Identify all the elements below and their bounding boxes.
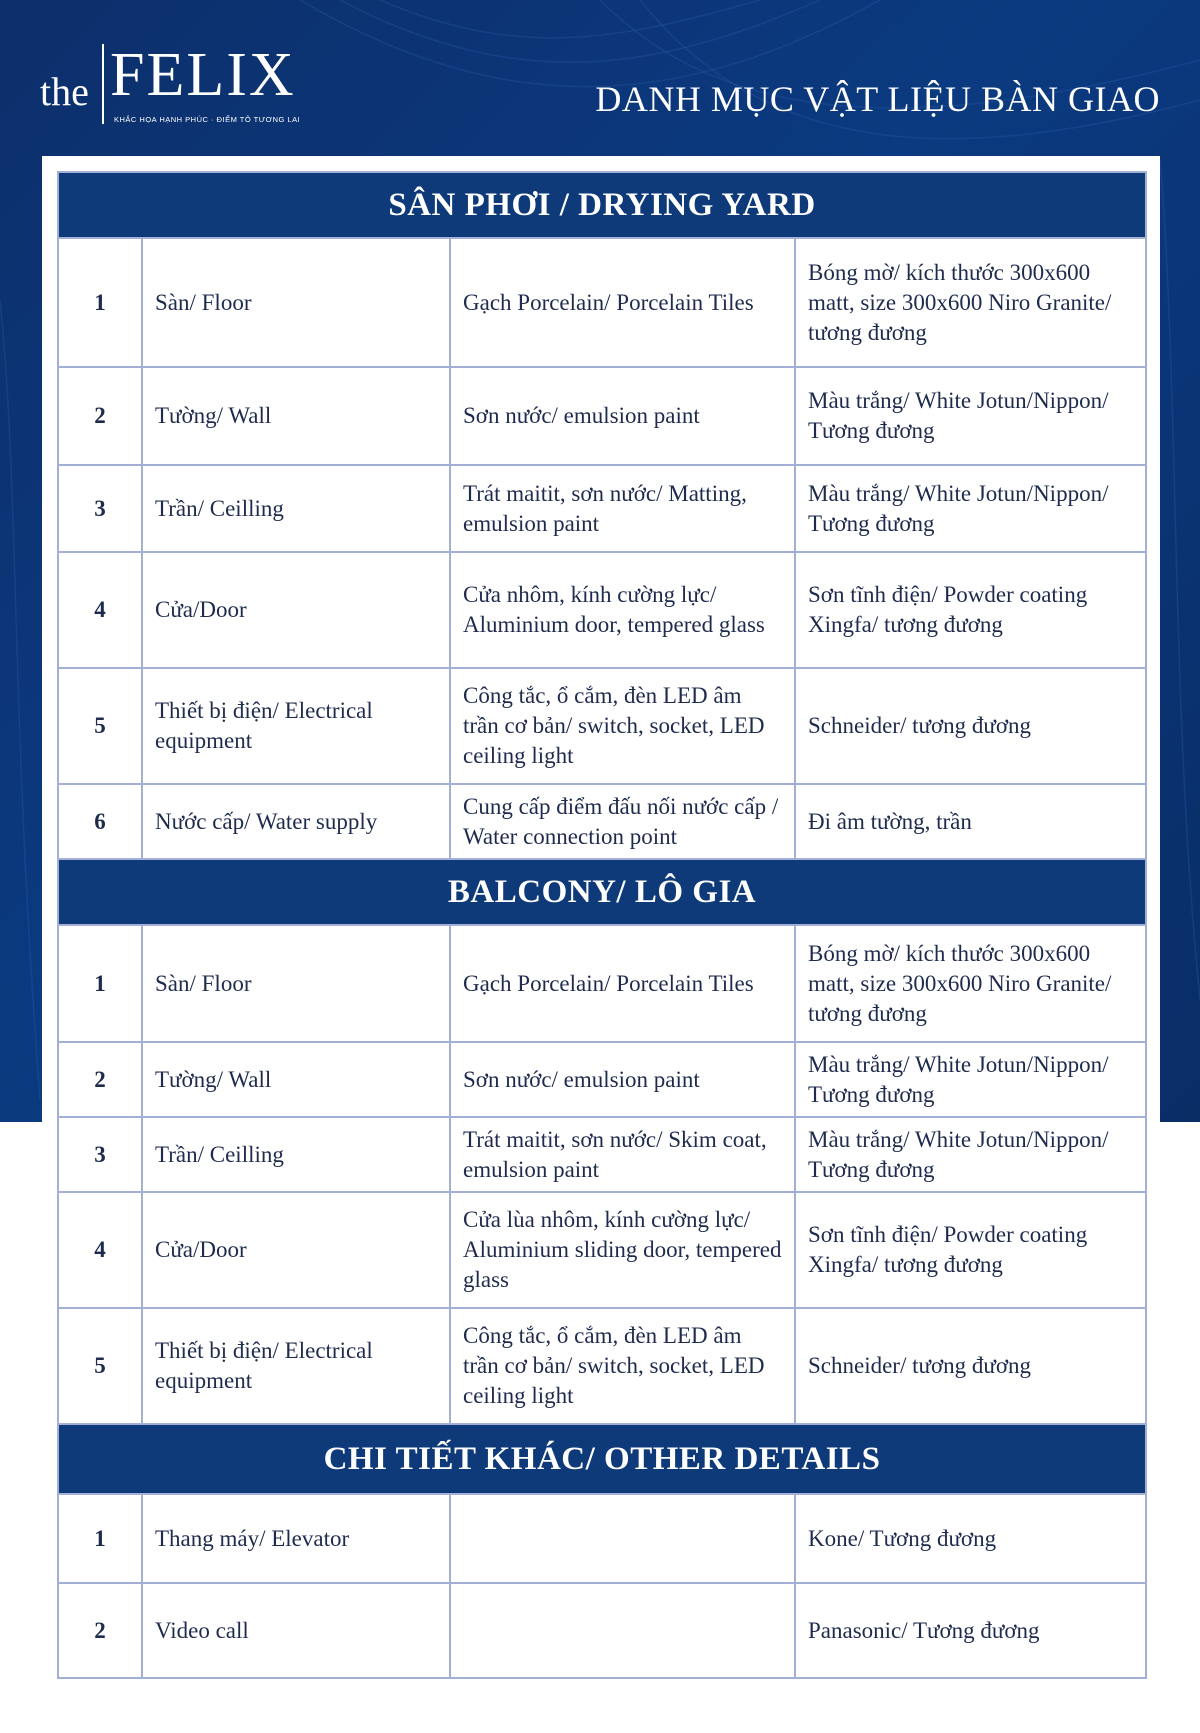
material-cell: Cửa nhôm, kính cường lực/ Aluminium door, tempered glass bbox=[450, 552, 795, 668]
spec-cell: Màu trắng/ White Jotun/Nippon/ Tương đương bbox=[795, 367, 1146, 465]
section-title: BALCONY/ LÔ GIA bbox=[58, 859, 1146, 925]
item-cell: Tường/ Wall bbox=[142, 367, 450, 465]
row-number: 1 bbox=[58, 1494, 142, 1583]
header bbox=[0, 0, 1200, 150]
row-number: 3 bbox=[58, 465, 142, 552]
logo-name: FELIX bbox=[110, 41, 296, 109]
spec-cell: Bóng mờ/ kích thước 300x600 matt, size 300x600 Niro Granite/ tương đương bbox=[795, 238, 1146, 367]
row-number: 4 bbox=[58, 552, 142, 668]
spec-cell: Màu trắng/ White Jotun/Nippon/ Tương đương bbox=[795, 465, 1146, 552]
logo-divider bbox=[102, 44, 104, 124]
brand-logo bbox=[40, 40, 330, 130]
table-row bbox=[58, 1308, 1146, 1424]
item-cell: Video call bbox=[142, 1583, 450, 1678]
item-cell: Trần/ Ceilling bbox=[142, 465, 450, 552]
table-row bbox=[58, 925, 1146, 1042]
table-row bbox=[58, 238, 1146, 367]
item-cell: Thiết bị điện/ Electrical equipment bbox=[142, 668, 450, 784]
table-row bbox=[58, 784, 1146, 859]
row-number: 4 bbox=[58, 1192, 142, 1308]
spec-cell: Màu trắng/ White Jotun/Nippon/ Tương đương bbox=[795, 1042, 1146, 1117]
spec-cell: Schneider/ tương đương bbox=[795, 668, 1146, 784]
material-cell: Trát maitit, sơn nước/ Matting, emulsion paint bbox=[450, 465, 795, 552]
row-number: 3 bbox=[58, 1117, 142, 1192]
logo-tagline: KHẮC HỌA HẠNH PHÚC · ĐIỂM TÔ TƯƠNG LAI bbox=[114, 115, 301, 124]
table-row bbox=[58, 552, 1146, 668]
row-number: 2 bbox=[58, 1042, 142, 1117]
spec-cell: Đi âm tường, trần bbox=[795, 784, 1146, 859]
table-row bbox=[58, 668, 1146, 784]
item-cell: Cửa/Door bbox=[142, 552, 450, 668]
spec-cell: Sơn tĩnh điện/ Powder coating Xingfa/ tương đương bbox=[795, 1192, 1146, 1308]
material-cell: Cửa lùa nhôm, kính cường lực/ Aluminium sliding door, tempered glass bbox=[450, 1192, 795, 1308]
spec-cell: Sơn tĩnh điện/ Powder coating Xingfa/ tương đương bbox=[795, 552, 1146, 668]
item-cell: Thang máy/ Elevator bbox=[142, 1494, 450, 1583]
spec-cell: Schneider/ tương đương bbox=[795, 1308, 1146, 1424]
material-cell: Công tắc, ổ cắm, đèn LED âm trần cơ bản/ switch, socket, LED ceiling light bbox=[450, 668, 795, 784]
section-header bbox=[58, 1424, 1146, 1494]
material-cell: Trát maitit, sơn nước/ Skim coat, emulsion paint bbox=[450, 1117, 795, 1192]
item-cell: Tường/ Wall bbox=[142, 1042, 450, 1117]
material-cell: Gạch Porcelain/ Porcelain Tiles bbox=[450, 238, 795, 367]
materials-table bbox=[57, 171, 1147, 1679]
item-cell: Nước cấp/ Water supply bbox=[142, 784, 450, 859]
row-number: 2 bbox=[58, 1583, 142, 1678]
material-cell: Công tắc, ổ cắm, đèn LED âm trần cơ bản/ switch, socket, LED ceiling light bbox=[450, 1308, 795, 1424]
item-cell: Sàn/ Floor bbox=[142, 238, 450, 367]
section-title: SÂN PHƠI / DRYING YARD bbox=[58, 172, 1146, 238]
row-number: 5 bbox=[58, 1308, 142, 1424]
row-number: 1 bbox=[58, 925, 142, 1042]
document-title: DANH MỤC VẬT LIỆU BÀN GIAO bbox=[595, 79, 1160, 119]
table-row bbox=[58, 1117, 1146, 1192]
table-row bbox=[58, 1192, 1146, 1308]
item-cell: Thiết bị điện/ Electrical equipment bbox=[142, 1308, 450, 1424]
spec-cell: Kone/ Tương đương bbox=[795, 1494, 1146, 1583]
table-row bbox=[58, 1042, 1146, 1117]
section-header bbox=[58, 172, 1146, 238]
table-row bbox=[58, 367, 1146, 465]
table-row bbox=[58, 465, 1146, 552]
row-number: 5 bbox=[58, 668, 142, 784]
material-cell: Sơn nước/ emulsion paint bbox=[450, 1042, 795, 1117]
material-cell: Sơn nước/ emulsion paint bbox=[450, 367, 795, 465]
section-title: CHI TIẾT KHÁC/ OTHER DETAILS bbox=[58, 1424, 1146, 1494]
spec-cell: Panasonic/ Tương đương bbox=[795, 1583, 1146, 1678]
row-number: 1 bbox=[58, 238, 142, 367]
item-cell: Trần/ Ceilling bbox=[142, 1117, 450, 1192]
material-cell bbox=[450, 1583, 795, 1678]
material-cell bbox=[450, 1494, 795, 1583]
table-row bbox=[58, 1494, 1146, 1583]
item-cell: Cửa/Door bbox=[142, 1192, 450, 1308]
row-number: 2 bbox=[58, 367, 142, 465]
spec-cell: Bóng mờ/ kích thước 300x600 matt, size 300x600 Niro Granite/ tương đương bbox=[795, 925, 1146, 1042]
material-cell: Gạch Porcelain/ Porcelain Tiles bbox=[450, 925, 795, 1042]
spec-cell: Màu trắng/ White Jotun/Nippon/ Tương đương bbox=[795, 1117, 1146, 1192]
material-cell: Cung cấp điểm đấu nối nước cấp / Water connection point bbox=[450, 784, 795, 859]
item-cell: Sàn/ Floor bbox=[142, 925, 450, 1042]
logo-prefix: the bbox=[40, 69, 89, 114]
row-number: 6 bbox=[58, 784, 142, 859]
table-row bbox=[58, 1583, 1146, 1678]
section-header bbox=[58, 859, 1146, 925]
